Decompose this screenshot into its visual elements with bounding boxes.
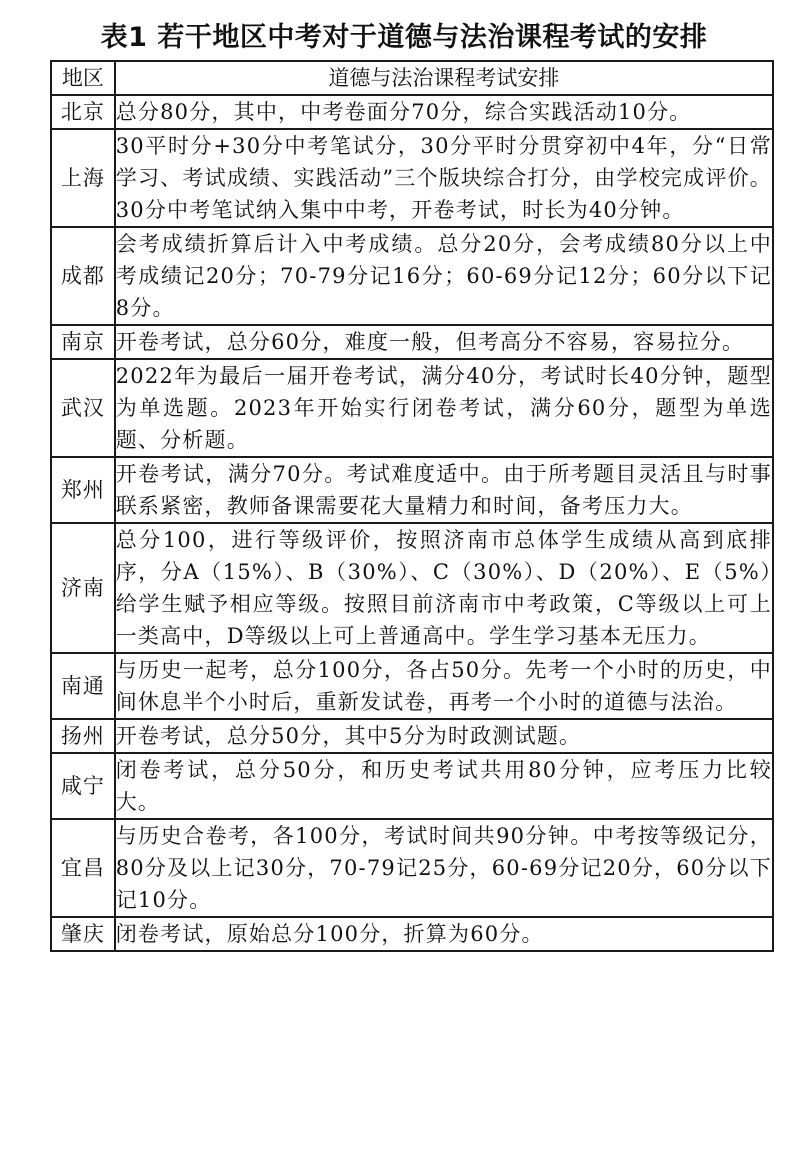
- table-row: [51, 719, 773, 753]
- arrangement-cell: 总分80分，其中，中考卷面分70分，综合实践活动10分。: [115, 95, 773, 129]
- region-cell: 扬州: [51, 719, 115, 753]
- table-row: [51, 653, 773, 719]
- region-cell: 北京: [51, 95, 115, 129]
- arrangement-cell: 30平时分+30分中考笔试分，30分平时分贯穿初中4年，分“日常学习、考试成绩、实践活动”三个版块综合打分，由学校完成评价。30分中考笔试纳入集中中考，开卷考试，时长为40分钟。: [115, 129, 773, 227]
- exam-arrangement-table: [50, 60, 774, 952]
- table-row: [51, 523, 773, 653]
- table-row: [51, 359, 773, 457]
- arrangement-cell: 闭卷考试，原始总分100分，折算为60分。: [115, 917, 773, 951]
- table-row: [51, 819, 773, 917]
- table-row: [51, 129, 773, 227]
- table-row: [51, 95, 773, 129]
- region-cell: 宜昌: [51, 819, 115, 917]
- arrangement-cell: 与历史一起考，总分100分，各占50分。先考一个小时的历史，中间休息半个小时后，重新发试卷，再考一个小时的道德与法治。: [115, 653, 773, 719]
- header-region: 地区: [51, 61, 115, 95]
- arrangement-cell: 闭卷考试，总分50分，和历史考试共用80分钟，应考压力比较大。: [115, 753, 773, 819]
- arrangement-cell: 会考成绩折算后计入中考成绩。总分20分，会考成绩80分以上中考成绩记20分；70-79分记16分；60-69分记12分；60分以下记8分。: [115, 227, 773, 325]
- arrangement-cell: 开卷考试，总分50分，其中5分为时政测试题。: [115, 719, 773, 753]
- table-row: [51, 325, 773, 359]
- table-header-row: [51, 61, 773, 95]
- region-cell: 武汉: [51, 359, 115, 457]
- arrangement-cell: 2022年为最后一届开卷考试，满分40分，考试时长40分钟，题型为单选题。2023年开始实行闭卷考试，满分60分，题型为单选题、分析题。: [115, 359, 773, 457]
- arrangement-cell: 与历史合卷考，各100分，考试时间共90分钟。中考按等级记分，80分及以上记30分，70-79记25分，60-69分记20分，60分以下记10分。: [115, 819, 773, 917]
- region-cell: 成都: [51, 227, 115, 325]
- region-cell: 南京: [51, 325, 115, 359]
- table-title: 表1 若干地区中考对于道德与法治课程考试的安排: [100, 22, 708, 53]
- region-cell: 上海: [51, 129, 115, 227]
- table-row: [51, 457, 773, 523]
- region-cell: 济南: [51, 523, 115, 653]
- region-cell: 肇庆: [51, 917, 115, 951]
- table-row: [51, 753, 773, 819]
- arrangement-cell: 总分100，进行等级评价，按照济南市总体学生成绩从高到底排序，分A（15%）、B（30%）、C（30%）、D（20%）、E（5%）给学生赋予相应等级。按照目前济南市中考政策，C等级以上可上一类高中，D等级以上可上普通高中。学生学习基本无压力。: [115, 523, 773, 653]
- region-cell: 郑州: [51, 457, 115, 523]
- table-row: [51, 917, 773, 951]
- region-cell: 咸宁: [51, 753, 115, 819]
- arrangement-cell: 开卷考试，总分60分，难度一般，但考高分不容易，容易拉分。: [115, 325, 773, 359]
- table-row: [51, 227, 773, 325]
- header-arrangement: 道德与法治课程考试安排: [115, 61, 773, 95]
- region-cell: 南通: [51, 653, 115, 719]
- arrangement-cell: 开卷考试，满分70分。考试难度适中。由于所考题目灵活且与时事联系紧密，教师备课需要花大量精力和时间，备考压力大。: [115, 457, 773, 523]
